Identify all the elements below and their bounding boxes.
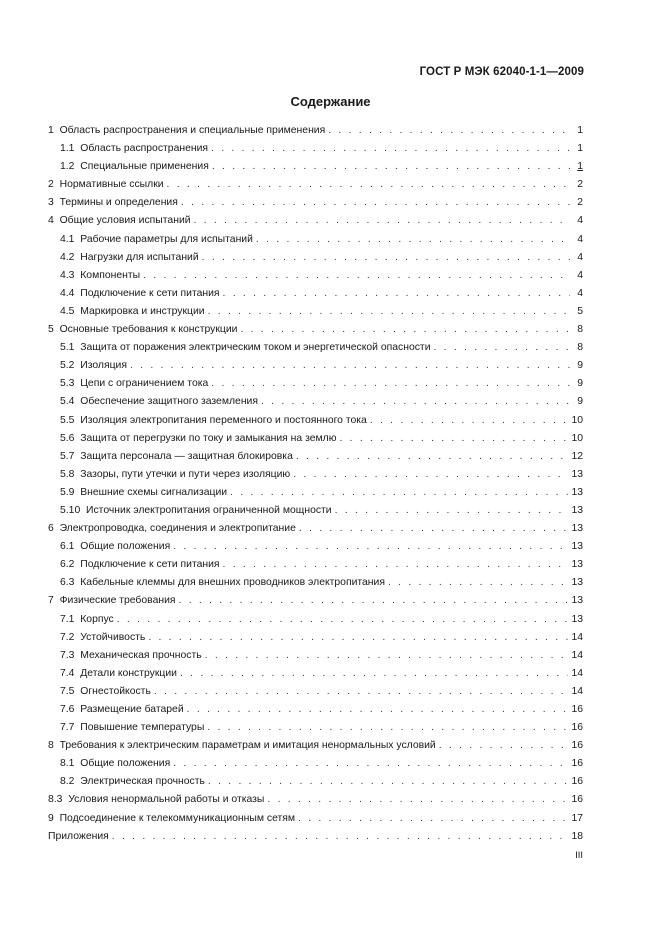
- toc-entry-number: 4: [48, 215, 54, 227]
- toc-entry-number: 5.7: [60, 450, 75, 462]
- toc-entry[interactable]: [48, 143, 583, 161]
- toc-leader-dots: [388, 577, 568, 588]
- toc-leader-dots: [298, 813, 568, 824]
- toc-entry[interactable]: [48, 831, 583, 849]
- toc-entry-label: [48, 523, 296, 534]
- toc-entry-number: 4.1: [60, 233, 75, 245]
- toc-entry-label: [60, 306, 205, 317]
- toc-entry-label: [60, 360, 127, 371]
- toc-entry-label: [48, 831, 109, 842]
- toc-leader-dots: [181, 197, 570, 208]
- toc-entry-text: Термины и определения: [59, 197, 178, 209]
- toc-entry-text: Защита от поражения электрическим током и энергетической опасности: [80, 342, 431, 354]
- toc-entry-page: 14: [571, 685, 583, 697]
- toc-entry-text: Подключение к сети питания: [80, 287, 220, 299]
- toc-entry-number: 4.4: [60, 287, 75, 299]
- toc-entry-page: 16: [571, 776, 583, 788]
- toc-entry[interactable]: [48, 559, 583, 577]
- toc-entry-number: 5.10: [60, 504, 81, 516]
- toc-entry-text: Электропроводка, соединения и электропитание: [59, 523, 296, 535]
- toc-entry[interactable]: [48, 342, 583, 360]
- toc-entry-page: 16: [571, 740, 583, 752]
- toc-entry-label: [60, 342, 431, 353]
- toc-entry[interactable]: [48, 632, 583, 650]
- toc-entry-label: [48, 813, 295, 824]
- toc-leader-dots: [167, 179, 570, 190]
- toc-entry-number: 5.5: [60, 414, 75, 426]
- toc-entry-text: Детали конструкции: [80, 667, 177, 679]
- toc-entry-number: 5.8: [60, 468, 75, 480]
- toc-entry-number: 5.3: [60, 378, 75, 390]
- toc-entry[interactable]: [48, 125, 583, 143]
- toc-entry-label: [60, 614, 114, 625]
- toc-entry-text: Приложения: [48, 830, 109, 842]
- toc-entry[interactable]: [48, 794, 583, 812]
- toc-entry-label: [48, 197, 178, 208]
- toc-entry-number: 5.2: [60, 360, 75, 372]
- toc-entry-page: 10: [571, 432, 583, 444]
- toc-entry-text: Механическая прочность: [80, 649, 202, 661]
- page-title: Содержание: [290, 94, 371, 109]
- toc-entry-text: Изоляция: [80, 360, 127, 372]
- toc-entry[interactable]: [48, 433, 583, 451]
- toc-entry-text: Условия ненормальной работы и отказы: [68, 794, 265, 806]
- toc-entry-page: 14: [571, 631, 583, 643]
- toc-entry-page: 10: [571, 414, 583, 426]
- table-of-contents: [48, 125, 583, 849]
- toc-entry-page: 14: [571, 667, 583, 679]
- toc-entry[interactable]: [48, 288, 583, 306]
- toc-entry-page: 13: [571, 486, 583, 498]
- toc-entry-page: 2: [577, 179, 583, 191]
- toc-entry[interactable]: [48, 197, 583, 215]
- toc-entry-page: 13: [571, 595, 583, 607]
- toc-leader-dots: [340, 433, 569, 444]
- toc-entry-number: 7.1: [60, 613, 75, 625]
- toc-entry[interactable]: [48, 306, 583, 324]
- toc-entry-page: 16: [571, 722, 583, 734]
- toc-entry-page: 13: [571, 468, 583, 480]
- toc-entry-text: Защита от перегрузки по току и замыкания на землю: [80, 432, 337, 444]
- toc-entry-number: 5.4: [60, 396, 75, 408]
- toc-entry[interactable]: [48, 776, 583, 794]
- toc-leader-dots: [179, 595, 569, 606]
- toc-entry-page: 18: [571, 830, 583, 842]
- toc-leader-dots: [256, 234, 570, 245]
- toc-entry-text: Защита персонала — защитная блокировка: [80, 450, 293, 462]
- toc-entry[interactable]: [48, 758, 583, 776]
- toc-entry-label: [60, 704, 184, 715]
- toc-leader-dots: [130, 360, 570, 371]
- toc-entry-label: [60, 541, 170, 552]
- toc-leader-dots: [207, 722, 568, 733]
- toc-leader-dots: [211, 143, 570, 154]
- toc-entry-page: 8: [577, 342, 583, 354]
- toc-entry-number: 7.2: [60, 631, 75, 643]
- toc-leader-dots: [202, 252, 570, 263]
- toc-entry-label: [60, 143, 208, 154]
- toc-entry-number: 8.3: [48, 794, 63, 806]
- toc-entry-text: Компоненты: [80, 269, 141, 281]
- toc-leader-dots: [208, 306, 570, 317]
- toc-entry[interactable]: [48, 378, 583, 396]
- toc-entry-label: [60, 161, 209, 172]
- toc-entry[interactable]: [48, 813, 583, 831]
- toc-entry-text: Корпус: [80, 613, 114, 625]
- toc-entry-page: 1: [577, 125, 583, 136]
- toc-entry[interactable]: [48, 324, 583, 342]
- toc-entry-number: 2: [48, 179, 54, 191]
- toc-entry[interactable]: [48, 415, 583, 433]
- toc-entry-label: [60, 632, 145, 643]
- toc-entry-label: [60, 415, 367, 426]
- toc-entry[interactable]: [48, 161, 583, 179]
- toc-entry-number: 6.3: [60, 577, 75, 589]
- toc-entry-text: Огнестойкость: [80, 685, 151, 697]
- toc-entry-number: 4.5: [60, 305, 75, 317]
- toc-entry[interactable]: [48, 505, 583, 523]
- toc-entry-page: 16: [571, 704, 583, 715]
- toc-entry-number: 7.3: [60, 649, 75, 661]
- toc-entry-text: Маркировка и инструкции: [80, 305, 205, 317]
- toc-entry[interactable]: [48, 686, 583, 704]
- toc-entry-text: Кабельные клеммы для внешних проводников электропитания: [80, 577, 385, 589]
- toc-entry-page: 16: [571, 758, 583, 770]
- toc-entry-page: 12: [571, 450, 583, 462]
- toc-entry-label: [60, 451, 293, 462]
- toc-entry-text: Зазоры, пути утечки и пути через изоляцию: [80, 468, 291, 480]
- toc-entry[interactable]: [48, 541, 583, 559]
- toc-entry-text: Цепи с ограничением тока: [80, 378, 209, 390]
- toc-entry-page: 9: [577, 360, 583, 372]
- toc-entry-page: 16: [571, 794, 583, 806]
- toc-entry[interactable]: [48, 740, 583, 758]
- toc-entry-number: 3: [48, 197, 54, 209]
- toc-leader-dots: [223, 288, 570, 299]
- toc-entry-page: 9: [577, 396, 583, 408]
- toc-entry-text: Рабочие параметры для испытаний: [80, 233, 253, 245]
- toc-entry[interactable]: [48, 595, 583, 613]
- toc-entry-number: 7.7: [60, 722, 75, 734]
- toc-entry-label: [60, 252, 199, 263]
- toc-leader-dots: [180, 668, 568, 679]
- toc-entry[interactable]: [48, 704, 583, 722]
- toc-entry-text: Повышение температуры: [80, 722, 205, 734]
- toc-entry-label: [60, 650, 202, 661]
- toc-leader-dots: [148, 632, 568, 643]
- toc-entry[interactable]: [48, 179, 583, 197]
- toc-entry-page: 13: [571, 523, 583, 535]
- toc-entry-number: 7.6: [60, 704, 75, 715]
- toc-entry-label: [60, 396, 258, 407]
- toc-entry-text: Нагрузки для испытаний: [80, 251, 199, 263]
- toc-entry[interactable]: [48, 487, 583, 505]
- toc-leader-dots: [335, 505, 569, 516]
- toc-entry-number: 6.2: [60, 559, 75, 571]
- toc-entry-page: 1: [577, 161, 583, 173]
- toc-entry[interactable]: [48, 215, 583, 233]
- toc-entry-text: Изоляция электропитания переменного и постоянного тока: [80, 414, 367, 426]
- toc-entry-number: 8: [48, 740, 54, 752]
- toc-leader-dots: [439, 740, 569, 751]
- toc-entry-label: [60, 668, 177, 679]
- toc-leader-dots: [187, 704, 569, 715]
- toc-entry-page: 13: [571, 541, 583, 553]
- toc-leader-dots: [230, 487, 568, 498]
- toc-entry-page: 5: [577, 305, 583, 317]
- toc-entry-number: 8.1: [60, 758, 75, 770]
- toc-leader-dots: [370, 415, 569, 426]
- toc-entry-label: [60, 559, 220, 570]
- toc-entry-number: 5: [48, 324, 54, 336]
- toc-entry[interactable]: [48, 451, 583, 469]
- toc-entry-page: 8: [577, 324, 583, 336]
- toc-entry[interactable]: [48, 252, 583, 270]
- toc-entry-label: [60, 234, 253, 245]
- toc-entry-label: [60, 378, 208, 389]
- toc-entry-text: Подсоединение к телекоммуникационным сетям: [59, 812, 296, 824]
- toc-entry-label: [48, 324, 237, 335]
- toc-entry-number: 1.1: [60, 143, 75, 155]
- toc-entry-text: Устойчивость: [80, 631, 146, 643]
- toc-entry[interactable]: [48, 270, 583, 288]
- toc-entry-page: 4: [577, 269, 583, 281]
- toc-entry-label: [48, 125, 325, 136]
- toc-entry[interactable]: [48, 360, 583, 378]
- toc-leader-dots: [112, 831, 569, 842]
- toc-entry[interactable]: [48, 396, 583, 414]
- toc-entry-page: 17: [571, 812, 583, 824]
- toc-entry-page: 2: [577, 197, 583, 209]
- toc-leader-dots: [267, 794, 568, 805]
- toc-entry-label: [48, 595, 176, 606]
- toc-entry-text: Внешние схемы сигнализации: [80, 486, 228, 498]
- toc-leader-dots: [240, 324, 570, 335]
- toc-entry-number: 5.1: [60, 342, 75, 354]
- toc-entry-number: 5.6: [60, 432, 75, 444]
- toc-entry-page: 13: [571, 504, 583, 516]
- toc-leader-dots: [223, 559, 569, 570]
- toc-entry-page: 13: [571, 577, 583, 589]
- toc-entry[interactable]: [48, 577, 583, 595]
- toc-entry-page: 4: [577, 233, 583, 245]
- toc-leader-dots: [211, 378, 570, 389]
- toc-entry-label: [48, 794, 264, 805]
- toc-entry-label: [60, 487, 227, 498]
- toc-entry-page: 13: [571, 613, 583, 625]
- toc-leader-dots: [296, 451, 569, 462]
- toc-entry-text: Общие положения: [80, 541, 171, 553]
- toc-entry-page: 13: [571, 559, 583, 571]
- toc-entry-label: [60, 433, 337, 444]
- toc-entry[interactable]: [48, 234, 583, 252]
- toc-leader-dots: [299, 523, 569, 534]
- toc-entry-text: Область распространения: [80, 143, 209, 155]
- toc-entry-text: Общие положения: [80, 758, 171, 770]
- toc-entry-page: 4: [577, 287, 583, 299]
- toc-entry-number: 4.2: [60, 251, 75, 263]
- toc-entry-number: 9: [48, 812, 54, 824]
- toc-entry-label: [60, 270, 140, 281]
- toc-entry-label: [48, 179, 164, 190]
- toc-entry-number: 1: [48, 125, 54, 136]
- toc-entry-label: [48, 215, 191, 226]
- toc-entry-label: [60, 469, 290, 480]
- toc-leader-dots: [154, 686, 569, 697]
- toc-entry-label: [60, 776, 205, 787]
- toc-entry-text: Область распространения и специальные применения: [59, 125, 326, 136]
- toc-entry-label: [60, 505, 332, 516]
- standard-code: ГОСТ Р МЭК 62040-1-1—2009: [419, 66, 584, 78]
- toc-entry-number: 7.5: [60, 685, 75, 697]
- toc-leader-dots: [117, 614, 569, 625]
- toc-leader-dots: [208, 776, 569, 787]
- toc-entry-number: 4.3: [60, 269, 75, 281]
- toc-entry-label: [60, 686, 151, 697]
- toc-entry-text: Физические требования: [59, 595, 176, 607]
- toc-entry[interactable]: [48, 614, 583, 632]
- toc-leader-dots: [173, 541, 568, 552]
- toc-leader-dots: [434, 342, 571, 353]
- toc-entry-text: Специальные применения: [80, 161, 209, 173]
- toc-entry-page: 9: [577, 378, 583, 390]
- toc-entry-label: [48, 740, 436, 751]
- toc-entry-text: Основные требования к конструкции: [59, 324, 238, 336]
- toc-leader-dots: [143, 270, 570, 281]
- toc-entry-page: 4: [577, 251, 583, 263]
- toc-entry-label: [60, 722, 204, 733]
- toc-leader-dots: [205, 650, 569, 661]
- toc-entry-label: [60, 577, 385, 588]
- toc-entry-text: Источник электропитания ограниченной мощности: [86, 504, 332, 516]
- toc-entry[interactable]: [48, 722, 583, 740]
- toc-entry[interactable]: [48, 668, 583, 686]
- toc-leader-dots: [261, 396, 570, 407]
- toc-entry-number: 6: [48, 523, 54, 535]
- toc-entry-text: Нормативные ссылки: [59, 179, 164, 191]
- page-number: III: [575, 850, 583, 861]
- toc-entry-page: 1: [577, 143, 583, 155]
- toc-leader-dots: [328, 125, 570, 136]
- toc-entry-number: 8.2: [60, 776, 75, 788]
- toc-entry-number: 6.1: [60, 541, 75, 553]
- toc-entry-text: Подключение к сети питания: [80, 559, 220, 571]
- toc-leader-dots: [194, 215, 570, 226]
- toc-entry-label: [60, 288, 220, 299]
- toc-entry-page: 14: [571, 649, 583, 661]
- toc-entry-text: Обеспечение защитного заземления: [80, 396, 258, 408]
- toc-entry-text: Размещение батарей: [80, 704, 184, 715]
- toc-entry-number: 7: [48, 595, 54, 607]
- toc-entry[interactable]: [48, 523, 583, 541]
- toc-entry-text: Электрическая прочность: [80, 776, 205, 788]
- toc-entry-text: Общие условия испытаний: [59, 215, 191, 227]
- toc-entry-number: 1.2: [60, 161, 75, 173]
- toc-entry-number: 5.9: [60, 486, 75, 498]
- toc-entry-page: 4: [577, 215, 583, 227]
- toc-entry-text: Требования к электрическим параметрам и имитация ненормальных условий: [59, 740, 436, 752]
- toc-entry-number: 7.4: [60, 667, 75, 679]
- toc-leader-dots: [212, 161, 570, 172]
- toc-leader-dots: [173, 758, 568, 769]
- toc-leader-dots: [293, 469, 568, 480]
- toc-entry-label: [60, 758, 170, 769]
- toc-entry[interactable]: [48, 650, 583, 668]
- toc-entry[interactable]: [48, 469, 583, 487]
